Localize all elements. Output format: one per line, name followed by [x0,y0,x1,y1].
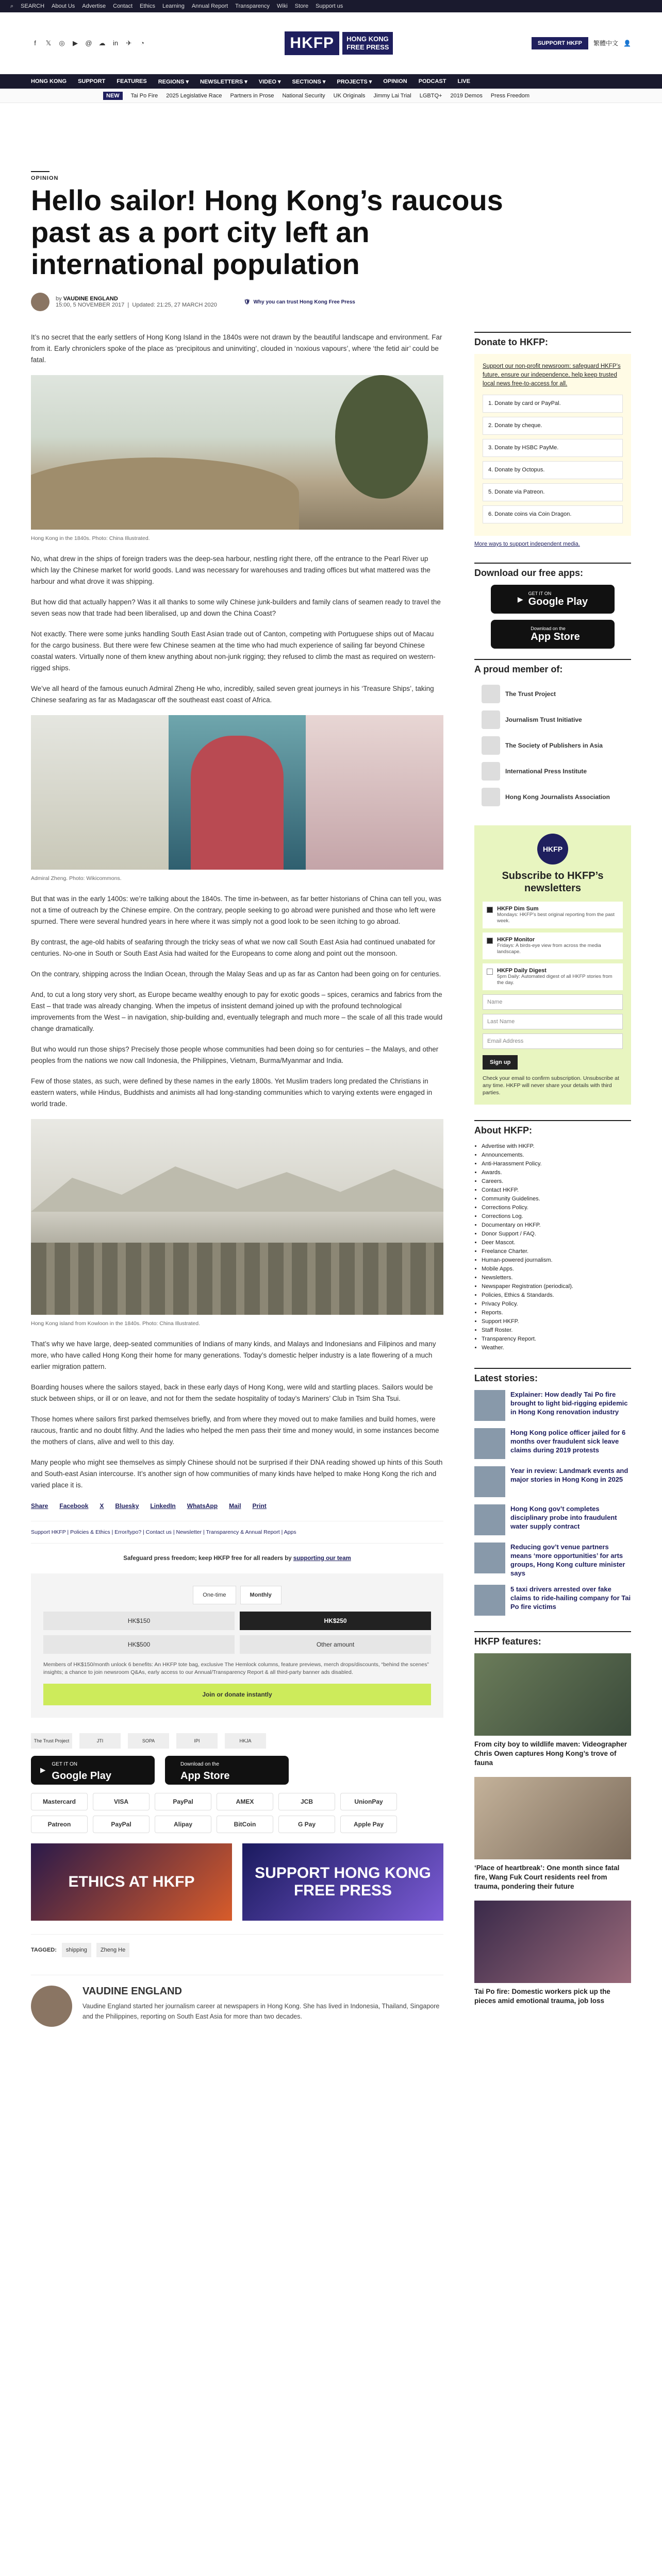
press-freedom-note: Safeguard press freedom; keep HKFP free for all readers by supporting our team [123,1555,351,1562]
article-title: Hello sailor! Hong Kong’s raucous past as a port city left an international population [31,184,503,280]
tag-shipping[interactable]: shipping [62,1943,91,1957]
top-utility-bar [0,0,662,12]
social-icons [31,39,146,47]
article-paragraph: No, what drew in the ships of foreign traders was the deep-sea harbour, nestling right there, off the entrance to the Pearl River up which lay the Chinese market for world goods. Land was necessary for warehouses and trading offices but what mattered was the harbour and what drove it was shipping. [31,555,431,585]
about-link[interactable]: • Contact HKFP. [482,1186,631,1195]
article-dates: 15:00, 5 NOVEMBER 2017 | Updated: 21:25, 27 MARCH 2020 [56,302,217,308]
checkbox-checked[interactable] [487,907,493,913]
about-link[interactable]: • Documentary on HKFP. [482,1221,631,1230]
category-rule [31,171,49,172]
threads-icon[interactable]: @ [85,39,92,47]
language-link[interactable]: 繁體中文 [593,40,619,47]
figure-caption: Hong Kong in the 1840s. Photo: China Illustrated. [31,535,150,541]
author-avatar [31,293,49,311]
author-box-name[interactable]: VAUDINE ENGLAND [82,1986,182,1997]
about-link[interactable]: • Weather. [482,1344,631,1352]
play-icon: ▶ [517,595,523,603]
nav-item-video[interactable]: VIDEO ▾ [258,78,281,85]
newsletter-option-dim-sum[interactable]: HKFP Dim Sum Mondays: HKFP’s best original reporting from the past week. [483,902,623,928]
trust-link[interactable] [244,299,355,305]
trending-item[interactable]: Tai Po Fire [130,92,158,99]
share-label: Share [31,1502,48,1510]
story-thumbnail [474,1585,505,1616]
article-body [31,332,443,2027]
bluesky-icon[interactable]: ☁ [98,39,106,47]
member-heading: A proud member of: [474,659,631,675]
article-paragraph: It’s no secret that the early settlers of Hong Kong Island in the 1840s were not drawn by the beautiful landscape and environment. Far from it. Early chroniclers spoke of the place as ‘precipitous and uninviting’, clouded in ‘noxious vapours’, where ‘the fetid air’ could be fatal. [31,333,442,364]
youtube-icon[interactable]: ▶ [73,39,78,47]
donate-benefits-note: Members of HK$150/month unlock 6 benefits: An HKFP tote bag, exclusive The Hemlock columns, feature previews, merch drops/discounts, “behind the scenes” insights; a chance to join newsroom Q&As, early access to our Annual/Transparency Report & all third-party banner ads disabled. [43,1662,429,1675]
about-link[interactable]: • Transparency Report. [482,1335,631,1344]
trending-item[interactable]: Partners in Prose [230,92,274,99]
features-heading: HKFP features: [474,1631,631,1647]
feature-story[interactable]: From city boy to wildlife maven: Videographer Chris Owen captures Hong Kong’s trove of fauna [474,1653,631,1768]
about-link[interactable]: • Community Guidelines. [482,1195,631,1204]
donate-option[interactable]: 5. Donate via Patreon. [483,483,623,501]
member-trust-project[interactable]: The Trust Project [474,681,631,707]
article-paragraph: Those homes where sailors first parked themselves briefly, and from where they moved out to make families and build homes, were raucous, frantic and no doubt filthy. And the ladies who helped the men pass their time and money would, in some instances become the mothers of clans, alive and well to this day. [31,1415,439,1446]
ethics-banner[interactable]: ETHICS AT HKFP [31,1843,232,1921]
article-paragraph: But that was in the early 1400s: we’re talking about the 1840s. The time in-between, as far better historians of China can tell you, was not a time of outreach by the Chinese empire. On the contrary, people seeking to go abroad were punished and those who left were spurned. There were several hundred years in here where it was simply not a good look to be seen itching to go abroad. [31,895,441,925]
about-link[interactable]: • Awards. [482,1168,631,1177]
feature-story[interactable]: Tai Po fire: Domestic workers pick up the pieces amid emotional trauma, job loss [474,1901,631,2006]
trending-item[interactable]: UK Originals [333,92,366,99]
nav-item-opinion[interactable]: OPINION [383,78,407,84]
trending-item[interactable]: 2025 Legislative Race [166,92,222,99]
sidebar-google-play[interactable]: ▶ GET IT ON Google Play [491,585,615,614]
hong-kong-painting-image [31,375,443,530]
site-header [0,12,662,74]
figure-admiral-zheng [31,715,443,884]
member-ipi[interactable]: International Press Institute [474,758,631,784]
member-jti[interactable]: Journalism Trust Initiative [474,707,631,733]
ad-space [0,103,662,165]
topbar-link-ethics[interactable]: Ethics [140,3,156,9]
badge-trust-project[interactable]: The Trust Project [31,1733,72,1749]
payment-applepay[interactable]: Apple Pay [340,1816,397,1833]
payment-methods [31,1793,443,1833]
nav-item-sections[interactable]: SECTIONS ▾ [292,78,326,85]
topbar-link-transparency[interactable]: Transparency [235,3,270,9]
feature-story[interactable]: ‘Place of heartbreak’: One month since fatal fire, Wang Fuk Court residents reel from trauma, pondering their future [474,1777,631,1891]
article-paragraph: Few of those states, as such, were defined by these names in the early 1800s. Yet Muslim traders long predated the Christians in eastern waters, while Hindus, Buddhists and animists all had long-standing communities which to varying extents were engaged in world trade. [31,1077,433,1108]
nav-item-regions[interactable]: REGIONS ▾ [158,78,189,85]
latest-stories [474,1390,631,1616]
nav-item-live[interactable]: LIVE [457,78,470,84]
about-link[interactable]: • Corrections Policy. [482,1204,631,1212]
figure-hong-kong-1840s [31,375,443,544]
donate-card [474,354,631,536]
author-avatar-large [31,1986,72,2027]
story-thumbnail [474,1390,505,1421]
payment-unionpay[interactable]: UnionPay [340,1793,397,1810]
main-nav [0,74,662,89]
payment-alipay[interactable]: Alipay [155,1816,211,1833]
payment-paypal[interactable]: PayPal [155,1793,211,1810]
feature-image [474,1653,631,1736]
story-thumbnail [474,1543,505,1573]
search-link[interactable]: SEARCH [21,3,45,9]
topbar-link-about[interactable]: About Us [52,3,75,9]
byline [0,293,662,311]
shield-icon: 🛡 [243,299,251,305]
about-links [474,1142,631,1352]
latest-story[interactable]: Hong Kong police officer jailed for 6 months over fraudulent sick leave claims during 2019 protests [474,1428,631,1459]
donate-option[interactable]: 3. Donate by HSBC PayMe. [483,439,623,457]
amount-option-selected[interactable]: HK$250 [240,1612,431,1630]
payment-patreon[interactable]: Patreon [31,1816,88,1833]
donate-option[interactable]: 6. Donate coins via Coin Dragon. [483,505,623,523]
trust-link-text: Why you can trust Hong Kong Free Press [253,299,355,305]
logo-line-1: HONG KONG [346,35,389,43]
badge-ipi[interactable]: IPI [176,1733,218,1749]
nav-item-projects[interactable]: PROJECTS ▾ [337,78,372,85]
feature-image [474,1777,631,1859]
search-icon[interactable]: ⌕ [10,3,14,9]
sidebar [474,332,631,2027]
about-link[interactable]: • Privacy Policy. [482,1300,631,1309]
badge-jti[interactable]: JTI [79,1733,121,1749]
about-link[interactable]: • Policies, Ethics & Standards. [482,1291,631,1300]
about-link[interactable]: • Anti-Harassment Policy. [482,1160,631,1168]
about-link[interactable]: • Deer Mascot. [482,1239,631,1247]
kowloon-engraving-image [31,1119,443,1315]
share-print[interactable]: Print [252,1502,267,1510]
member-badges [31,1733,443,1749]
member-hkja[interactable]: Hong Kong Journalists Association [474,784,631,810]
app-store-button[interactable]: Download on the App Store [165,1756,289,1785]
header-actions [532,37,631,49]
about-link[interactable]: • Human-powered journalism. [482,1256,631,1265]
article-paragraph: That’s why we have large, deep-seated communities of Indians of many kinds, and Malays and Indonesians and Filipinos and many more, who have called Hong Kong their home for many generations. Today’s domestic helper industry is a late flowering of a much earlier migration pattern. [31,1340,436,1370]
telegram-icon[interactable]: ✈ [126,39,132,47]
amount-option[interactable]: HK$150 [43,1612,235,1630]
logo-mark: HKFP [285,31,339,55]
topbar-link-support[interactable]: Support us [316,3,343,9]
amount-option-other[interactable]: Other amount [240,1635,431,1654]
newsletter-option-monitor[interactable]: HKFP Monitor Fridays: A birds-eye view from across the media landscape. [483,933,623,959]
feature-image [474,1901,631,1983]
trending-item[interactable]: 2019 Demos [450,92,483,99]
badge-sopa[interactable]: SOPA [128,1733,169,1749]
story-thumbnail [474,1504,505,1535]
promo-banners [31,1843,443,1921]
article-paragraph: We’ve all heard of the famous eunuch Admiral Zheng He who, incredibly, sailed seven great journeys in his ‘Treasure Ships’, taking Chinese seafaring as far as Madagascar off the southeast east coast of Africa. [31,685,434,704]
article-paragraph: On the contrary, shipping across the Indian Ocean, through the Malay Seas and up as far as Canton had been going on for centuries. [31,970,441,978]
donate-option[interactable]: 4. Donate by Octopus. [483,461,623,479]
article-paragraph: And, to cut a long story very short, as Europe became wealthy enough to pay for exotic goods – spices, ceramics and fabrics from the East – that trade was already changing. When the impetus of insistent demand joined up with the profound technological improvements from the West – in navigation, ship-building and, eventually telegraph and much more – the scale of all this trade would change dramatically. [31,991,443,1032]
topbar-link-wiki[interactable]: Wiki [277,3,288,9]
topbar-link-store[interactable]: Store [294,3,309,9]
nav-item-features[interactable]: FEATURES [117,78,147,84]
about-link[interactable]: • Reports. [482,1309,631,1317]
first-name-input[interactable]: Name [483,994,623,1010]
article-paragraph: But how did that actually happen? Was it all thanks to some wily Chinese junk-builders and family clans of seamen ready to travel the seven seas now that trade had been liberalised, up and down the China Coast? [31,598,441,617]
share-bluesky[interactable]: Bluesky [115,1502,139,1510]
play-icon: ▶ [40,1766,46,1774]
author-bio: Vaudine England started her journalism career at newspapers in Hong Kong. She has lived in Indonesia, Thailand, Singapore and the Philippines, reporting on South East Asia for more than two decades. [82,2003,440,2020]
newsletter-signup [474,825,631,1105]
about-link[interactable]: • Corrections Log. [482,1212,631,1221]
article-paragraph: Many people who might see themselves as simply Chinese should not be surprised if their DNA reading showed up hints of this South and South-east Asian intercourse. It’s another sign of how communities of many kinds have helped to make Hong Kong the rich and varied place it is. [31,1459,443,1489]
about-heading: About HKFP: [474,1120,631,1136]
newsletter-logo: HKFP [537,834,568,865]
story-thumbnail [474,1428,505,1459]
author-box [31,1975,443,2027]
share-links [31,1500,443,1512]
tag-zheng-he[interactable]: Zheng He [96,1943,129,1957]
payment-gpay[interactable]: G Pay [278,1816,335,1833]
content-layout [0,332,662,2027]
support-hkfp-button[interactable]: SUPPORT HKFP [532,37,588,49]
byline-text [56,296,217,308]
topbar-link-annual-report[interactable]: Annual Report [191,3,228,9]
user-icon[interactable]: 👤 [623,39,631,47]
logo-wordmark [342,32,393,55]
logo-line-2: FREE PRESS [346,43,389,51]
about-link[interactable]: • Mobile Apps. [482,1265,631,1274]
share-whatsapp[interactable]: WhatsApp [187,1502,218,1510]
latest-story[interactable]: Year in review: Landmark events and major stories in Hong Kong in 2025 [474,1466,631,1497]
latest-story[interactable]: 5 taxi drivers arrested over fake claims to ride-hailing company for Tai Po fire victims [474,1585,631,1616]
rss-icon[interactable]: ◔ [140,39,144,47]
tab-monthly[interactable]: Monthly [240,1586,282,1604]
topbar-link-advertise[interactable]: Advertise [82,3,106,9]
support-team-link[interactable]: supporting our team [293,1555,351,1562]
nav-item-hong-kong[interactable]: HONG KONG [31,78,67,84]
article-paragraph: Boarding houses where the sailors stayed, back in these early days of Hong Kong, were wild and startling places. Sailors would be stuck between ships, or ill or on leave, and not for them the sedate hospitality of today’s Mariners’ Club in Tsim Sha Tsui. [31,1383,433,1402]
email-input[interactable]: Email Address [483,1033,623,1049]
latest-story[interactable]: Hong Kong gov’t completes disciplinary probe into fraudulent water supply contract [474,1504,631,1535]
about-link[interactable]: • Careers. [482,1177,631,1186]
new-badge: NEW [103,92,123,100]
donate-option[interactable]: 1. Donate by card or PayPal. [483,395,623,413]
article-paragraph: By contrast, the age-old habits of seafaring through the tricky seas of what we now call South East Asia had continued unabated for centuries. No-one in South or South East Asia had waited for the Europeans to come along and point out the monsoon. [31,938,436,957]
donate-amounts [43,1612,431,1654]
signup-button[interactable]: Sign up [483,1055,518,1070]
newsletter-option-daily-digest[interactable]: HKFP Daily Digest 5pm Daily: Automated digest of all HKFP stories from the day. [483,963,623,990]
latest-heading: Latest stories: [474,1368,631,1384]
trending-item[interactable]: Press Freedom [490,92,530,99]
topbar-link-learning[interactable]: Learning [162,3,185,9]
latest-story[interactable]: Explainer: How deadly Tai Po fire brought to light bid-rigging epidemic in Hong Kong renovation industry [474,1390,631,1421]
trending-item[interactable]: National Security [282,92,325,99]
about-link[interactable]: • Newspaper Registration (periodical). [482,1282,631,1291]
newsletter-note: Check your email to confirm subscription. Unsubscribe at any time. HKFP will never share your details with third parties. [483,1075,619,1096]
about-link[interactable]: • Staff Roster. [482,1326,631,1335]
article-paragraph: Not exactly. There were some junks handling South East Asian trade out of Canton, competing with Portuguese ships out of Macau for the cargo business. But there were few Chinese seamen at the time who had much experience of sailing far beyond Chinese coastal waters. Virtually none of them knew anything about non-junk rigging; they refused to climb the mast as required on western-rigged ships. [31,630,436,672]
nav-item-newsletters[interactable]: NEWSLETTERS ▾ [200,78,247,85]
join-donate-button[interactable]: Join or donate instantly [43,1684,431,1705]
trending-item[interactable]: LGBTQ+ [419,92,442,99]
figure-kowloon-view [31,1119,443,1329]
about-link[interactable]: • Announcements. [482,1151,631,1160]
badge-hkja[interactable]: HKJA [225,1733,266,1749]
share-mail[interactable]: Mail [229,1502,241,1510]
payment-mastercard[interactable]: Mastercard [31,1793,88,1810]
more-ways-link[interactable]: More ways to support independent media. [474,541,580,547]
instagram-icon[interactable]: ◎ [59,39,65,47]
about-link[interactable]: • Donor Support / FAQ. [482,1230,631,1239]
donate-widget [31,1573,443,1718]
newsletter-title: Subscribe to HKFP’s newsletters [502,870,604,894]
payment-jcb[interactable]: JCB [278,1793,335,1810]
share-x[interactable]: X [100,1502,104,1510]
member-sopa[interactable]: The Society of Publishers in Asia [474,733,631,758]
payment-bitcoin[interactable]: BitCoin [217,1816,273,1833]
nav-item-podcast[interactable]: PODCAST [418,78,446,84]
about-link[interactable]: • Support HKFP. [482,1317,631,1326]
figure-caption: Hong Kong island from Kowloon in the 1840s. Photo: China Illustrated. [31,1320,201,1327]
checkbox-unchecked[interactable] [487,969,493,975]
share-facebook[interactable]: Facebook [59,1502,89,1510]
linkedin-icon[interactable]: in [112,39,119,47]
amount-option[interactable]: HK$500 [43,1635,235,1654]
nav-item-support[interactable]: SUPPORT [78,78,106,84]
tagged-label: TAGGED: [31,1947,57,1953]
payment-paypal-2[interactable]: PayPal [93,1816,150,1833]
donate-option[interactable]: 2. Donate by cheque. [483,417,623,435]
story-thumbnail [474,1466,505,1497]
article-footer-links[interactable]: Support HKFP | Policies & Ethics | Error/typo? | Contact us | Newsletter | Transparency & Annual Report | Apps [31,1521,443,1544]
trending-item[interactable]: Jimmy Lai Trial [373,92,411,99]
payment-visa[interactable]: VISA [93,1793,150,1810]
payment-amex[interactable]: AMEX [217,1793,273,1810]
google-play-button[interactable]: ▶ GET IT ON Google Play [31,1756,155,1785]
donate-intro[interactable]: Support our non-profit newsroom: safeguard HKFP’s future, ensure our independence, help keep trusted local news free-to-access for all. [483,363,621,387]
last-name-input[interactable]: Last Name [483,1014,623,1029]
site-logo[interactable] [285,31,393,55]
share-linkedin[interactable]: LinkedIn [150,1502,176,1510]
donate-heading: Donate to HKFP: [474,332,631,348]
app-store-buttons [31,1756,443,1785]
tags-row [31,1934,443,1957]
x-icon[interactable]: 𝕏 [45,39,52,47]
admiral-zheng-image [31,715,443,870]
article-paragraph: But who would run those ships? Precisely those people whose communities had been doing so for centuries – the Malays, and other peoples from the nations we now call Indonesia, the Philippines, Vietnam, Burma/Myanmar and India. [31,1045,439,1064]
apps-heading: Download our free apps: [474,563,631,579]
facebook-icon[interactable]: f [34,39,36,47]
donate-frequency-tabs [43,1586,431,1604]
sidebar-app-store[interactable]: Download on the App Store [491,620,615,649]
about-link[interactable]: • Advertise with HKFP. [482,1142,631,1151]
article-category[interactable]: OPINION [31,175,59,181]
checkbox-checked[interactable] [487,938,493,944]
about-link[interactable]: • Newsletters. [482,1274,631,1282]
latest-story[interactable]: Reducing gov’t venue partners means ‘more opportunities’ for arts groups, Hong Kong culture minister says [474,1543,631,1578]
topbar-link-contact[interactable]: Contact [113,3,133,9]
support-banner[interactable]: SUPPORT HONG KONG FREE PRESS [242,1843,443,1921]
author-name[interactable]: by VAUDINE ENGLAND [56,296,118,302]
about-link[interactable]: • Freelance Charter. [482,1247,631,1256]
trending-bar [0,89,662,103]
figure-caption: Admiral Zheng. Photo: Wikicommons. [31,875,122,882]
tab-one-time[interactable]: One-time [193,1586,236,1604]
